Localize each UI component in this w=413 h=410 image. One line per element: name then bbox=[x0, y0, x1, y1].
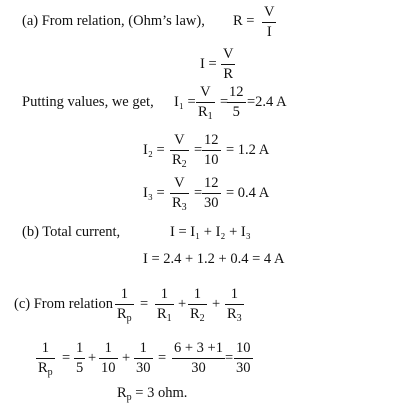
equals-sign: = bbox=[194, 185, 203, 201]
denominator: $R_1$ bbox=[198, 103, 213, 122]
putting-values-text: Putting values, we get, bbox=[22, 94, 154, 110]
plus-sign: + bbox=[88, 350, 97, 366]
part-b-label: (b) Total current, bbox=[22, 224, 121, 240]
i2-lhs: I₂ = bbox=[143, 142, 165, 158]
i3-lhs: I₃ = bbox=[143, 185, 165, 201]
numerator: 1 bbox=[160, 286, 168, 302]
v-over-i-fraction bbox=[262, 5, 276, 39]
one-over-r3-fraction bbox=[225, 287, 244, 324]
total-current-formula: I = I₁ + I₂ + I₃ bbox=[170, 224, 251, 240]
one-over-rp-fraction bbox=[115, 287, 134, 324]
r-lhs: R = bbox=[233, 13, 255, 29]
denominator: $R_p$ bbox=[117, 305, 132, 324]
one-over-30-fraction bbox=[134, 341, 153, 375]
i-lhs: I = bbox=[200, 56, 217, 72]
one-over-10-fraction bbox=[99, 341, 118, 375]
12-over-10-fraction bbox=[202, 133, 221, 167]
total-current-result: I = 2.4 + 1.2 + 0.4 = 4 A bbox=[143, 251, 285, 267]
part-c-label: (c) From relation bbox=[14, 296, 114, 312]
denominator: $R_3$ bbox=[227, 305, 242, 324]
numerator: 1 bbox=[120, 286, 128, 302]
numerator: 12 bbox=[229, 84, 244, 100]
numerator: 12 bbox=[204, 132, 219, 148]
denominator: $R_p$ bbox=[38, 359, 53, 378]
plus-sign: + bbox=[212, 296, 221, 312]
equals-sign: = bbox=[158, 350, 167, 366]
equals-sign: = bbox=[140, 296, 149, 312]
one-over-5-fraction bbox=[74, 341, 85, 375]
numerator: 1 bbox=[41, 340, 49, 356]
i3-result: = 0.4 A bbox=[226, 185, 270, 201]
plus-sign: + bbox=[178, 296, 187, 312]
numerator: V bbox=[174, 175, 185, 191]
equals-sign: = bbox=[220, 94, 229, 110]
equals-sign: = bbox=[62, 350, 71, 366]
numerator: 1 bbox=[76, 340, 84, 356]
denominator: 5 bbox=[76, 359, 84, 376]
denominator: I bbox=[266, 23, 272, 40]
denominator: 30 bbox=[236, 359, 251, 376]
denominator: 5 bbox=[232, 103, 240, 120]
sum-over-30-fraction bbox=[172, 341, 225, 375]
v-over-r-fraction bbox=[221, 47, 235, 81]
numerator: V bbox=[200, 84, 211, 100]
numerator: V bbox=[223, 46, 234, 62]
v-over-r3-fraction bbox=[170, 176, 189, 213]
one-over-rp-fraction bbox=[36, 341, 55, 378]
denominator: $R_1$ bbox=[157, 305, 172, 324]
equals-sign: = bbox=[225, 350, 234, 366]
i1-result: =2.4 A bbox=[247, 94, 287, 110]
equals-sign: = bbox=[194, 142, 203, 158]
one-over-r2-fraction bbox=[188, 287, 207, 324]
10-over-30-fraction bbox=[234, 341, 253, 375]
numerator: 10 bbox=[236, 340, 251, 356]
v-over-r2-fraction bbox=[170, 133, 189, 170]
numerator: 1 bbox=[193, 286, 201, 302]
numerator: 12 bbox=[204, 175, 219, 191]
numerator: 1 bbox=[230, 286, 238, 302]
denominator: R bbox=[223, 65, 234, 82]
denominator: $R_2$ bbox=[190, 305, 205, 324]
plus-sign: + bbox=[122, 350, 131, 366]
denominator: 30 bbox=[191, 359, 206, 376]
numerator: 1 bbox=[139, 340, 147, 356]
denominator: 10 bbox=[101, 359, 116, 376]
numerator: 6 + 3 +1 bbox=[174, 340, 223, 356]
numerator: V bbox=[174, 132, 185, 148]
one-over-r1-fraction bbox=[155, 287, 174, 324]
numerator: V bbox=[264, 4, 275, 20]
v-over-r1-fraction bbox=[196, 85, 215, 122]
denominator: 10 bbox=[204, 151, 219, 168]
numerator: 1 bbox=[104, 340, 112, 356]
12-over-30-fraction bbox=[202, 176, 221, 210]
i1-lhs: I₁ = bbox=[174, 94, 196, 110]
denominator: 30 bbox=[204, 194, 219, 211]
part-a-label: (a) From relation, (Ohm’s law), bbox=[22, 13, 205, 29]
denominator: 30 bbox=[136, 359, 151, 376]
12-over-5-fraction bbox=[227, 85, 246, 119]
denominator: $R_2$ bbox=[172, 151, 187, 170]
denominator: $R_3$ bbox=[172, 194, 187, 213]
i2-result: = 1.2 A bbox=[226, 142, 270, 158]
rp-result: $R_p = 3$ ohm. bbox=[117, 385, 188, 403]
